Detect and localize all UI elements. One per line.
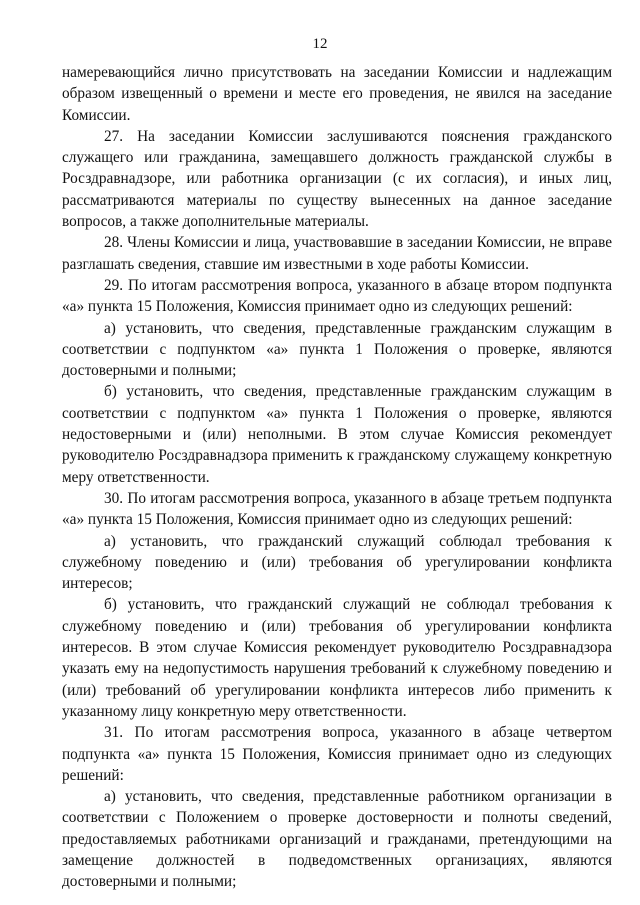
paragraph-31-a: а) установить, что сведения, представленные работником организации в соответствии с Положением о проверке достоверности и полноты сведений, предоставляемых работниками организаций и гражданами, претендующими на замещение должностей в подведомственных организациях, являются достоверными и полными; bbox=[62, 788, 612, 891]
paragraph-30-a: а) установить, что гражданский служащий соблюдал требования к служебному поведению и (или) требования об урегулировании конфликта интересов; bbox=[62, 532, 612, 593]
paragraph-29: 29. По итогам рассмотрения вопроса, указанного в абзаце втором подпункта «а» пункта 15 Положения, Комиссия принимает одно из следующих решений: bbox=[62, 276, 612, 316]
paragraph-31: 31. По итогам рассмотрения вопроса, указанного в абзаце четвертом подпункта «а» пункта 15 Положения, Комиссия принимает одно из следующих решений: bbox=[62, 724, 612, 784]
document-body bbox=[62, 62, 612, 893]
paragraph-28: 28. Члены Комиссии и лица, участвовавшие в заседании Комиссии, не вправе разглашать сведения, ставшие им известными в ходе работы Комиссии. bbox=[62, 234, 612, 273]
paragraph-29-b: б) установить, что сведения, представленные гражданским служащим в соответствии с подпунктом «а» пункта 1 Положения о проверке, являются недостоверными и (или) неполными. В этом случае Комиссия рекомендует руководителю Росздравнадзора применить к гражданскому служащему конкретную меру ответственности. bbox=[62, 383, 612, 486]
paragraph-29-a: а) установить, что сведения, представленные гражданским служащим в соответствии с подпунктом «а» пункта 1 Положения о проверке, являются достоверными и полными; bbox=[62, 319, 612, 380]
page-number: 12 bbox=[312, 36, 328, 52]
paragraph-continuation: намеревающийся лично присутствовать на заседании Комиссии и надлежащим образом извещенный о времени и месте его проведения, не явился на заседание Комиссии. bbox=[62, 64, 612, 124]
paragraph-30-b: б) установить, что гражданский служащий не соблюдал требования к служебному поведению и (или) требования об урегулировании конфликта интересов. В этом случае Комиссия рекомендует руководителю Росздравнадзора указать ему на недопустимость нарушения требований к служебному поведению и (или) требований об урегулировании конфликта интересов либо применить к указанному лицу конкретную меру ответственности. bbox=[62, 596, 612, 720]
paragraph-30: 30. По итогам рассмотрения вопроса, указанного в абзаце третьем подпункта «а» пункта 15 Положения, Комиссия принимает одно из следующих решений: bbox=[62, 489, 612, 529]
paragraph-27: 27. На заседании Комиссии заслушиваются пояснения гражданского служащего или гражданина, замещавшего должность гражданской службы в Росздравнадзоре, или работника организации (с их согласия), и иных лиц, рассматриваются материалы по существу вынесенных на данное заседание вопросов, а также дополнительные материалы. bbox=[62, 127, 612, 231]
